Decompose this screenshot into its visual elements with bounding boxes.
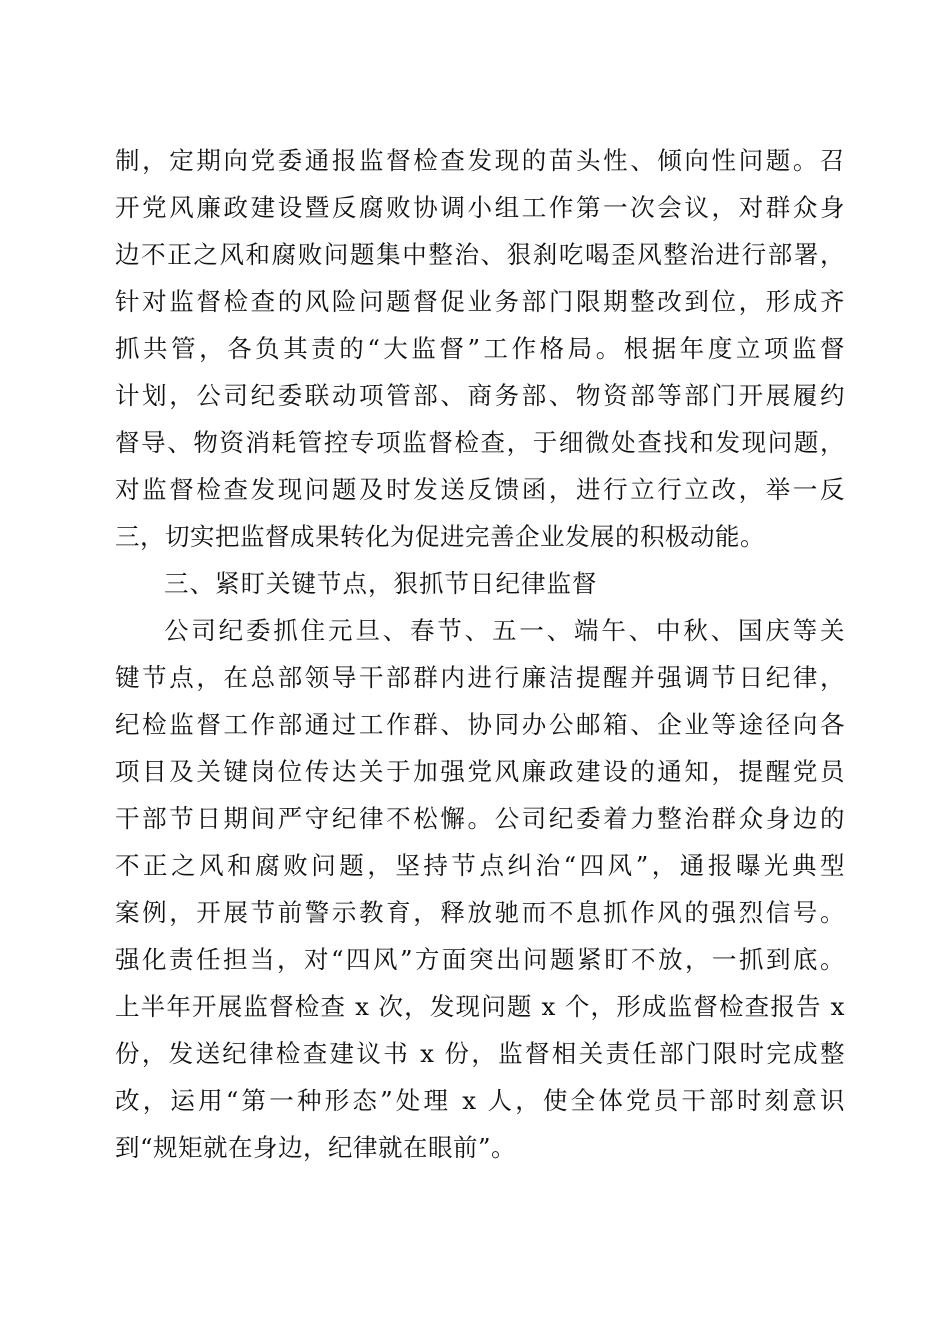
paragraph-line: 公司纪委抓住元旦、春节、五一、端午、中秋、国庆等关 (164, 616, 845, 645)
paragraph-line: 制，定期向党委通报监督检查发现的苗头性、倾向性问题。召 (115, 146, 845, 175)
paragraph-line: 抓共管，各负其责的“大监督”工作格局。根据年度立项监督 (115, 334, 845, 363)
section-heading: 三、紧盯关键节点，狠抓节日纪律监督 (164, 569, 598, 598)
paragraph-line: 纪检监督工作部通过工作群、协同办公邮箱、企业等途径向各 (115, 710, 845, 739)
paragraph-line: 到“规矩就在身边，纪律就在眼前”。 (115, 1133, 517, 1162)
paragraph-line: 针对监督检查的风险问题督促业务部门限期整改到位，形成齐 (115, 287, 845, 316)
paragraph-line: 三，切实把监督成果转化为促进完善企业发展的积极动能。 (115, 522, 765, 551)
paragraph-line: 不正之风和腐败问题，坚持节点纠治“四风”，通报曝光典型 (115, 851, 845, 880)
paragraph-line: 对监督检查发现问题及时发送反馈函，进行立行立改，举一反 (115, 475, 845, 504)
paragraph-line: 案例，开展节前警示教育，释放驰而不息抓作风的强烈信号。 (115, 898, 845, 927)
paragraph-line: 开党风廉政建设暨反腐败协调小组工作第一次会议，对群众身 (115, 193, 845, 222)
paragraph-line: 项目及关键岗位传达关于加强党风廉政建设的通知，提醒党员 (115, 757, 845, 786)
paragraph-line: 份，发送纪律检查建议书 x 份，监督相关责任部门限时完成整 (115, 1039, 845, 1068)
paragraph-line: 键节点，在总部领导干部群内进行廉洁提醒并强调节日纪律， (115, 663, 845, 692)
paragraph-line: 计划，公司纪委联动项管部、商务部、物资部等部门开展履约 (115, 381, 845, 410)
paragraph-line: 督导、物资消耗管控专项监督检查，于细微处查找和发现问题， (115, 428, 845, 457)
paragraph-line: 强化责任担当，对“四风”方面突出问题紧盯不放，一抓到底。 (115, 945, 845, 974)
paragraph-line: 边不正之风和腐败问题集中整治、狠刹吃喝歪风整治进行部署， (115, 240, 845, 269)
paragraph-line: 改，运用“第一种形态”处理 x 人，使全体党员干部时刻意识 (115, 1086, 845, 1115)
paragraph-line: 上半年开展监督检查 x 次，发现问题 x 个，形成监督检查报告 x (115, 992, 845, 1021)
paragraph-line: 干部节日期间严守纪律不松懈。公司纪委着力整治群众身边的 (115, 804, 845, 833)
